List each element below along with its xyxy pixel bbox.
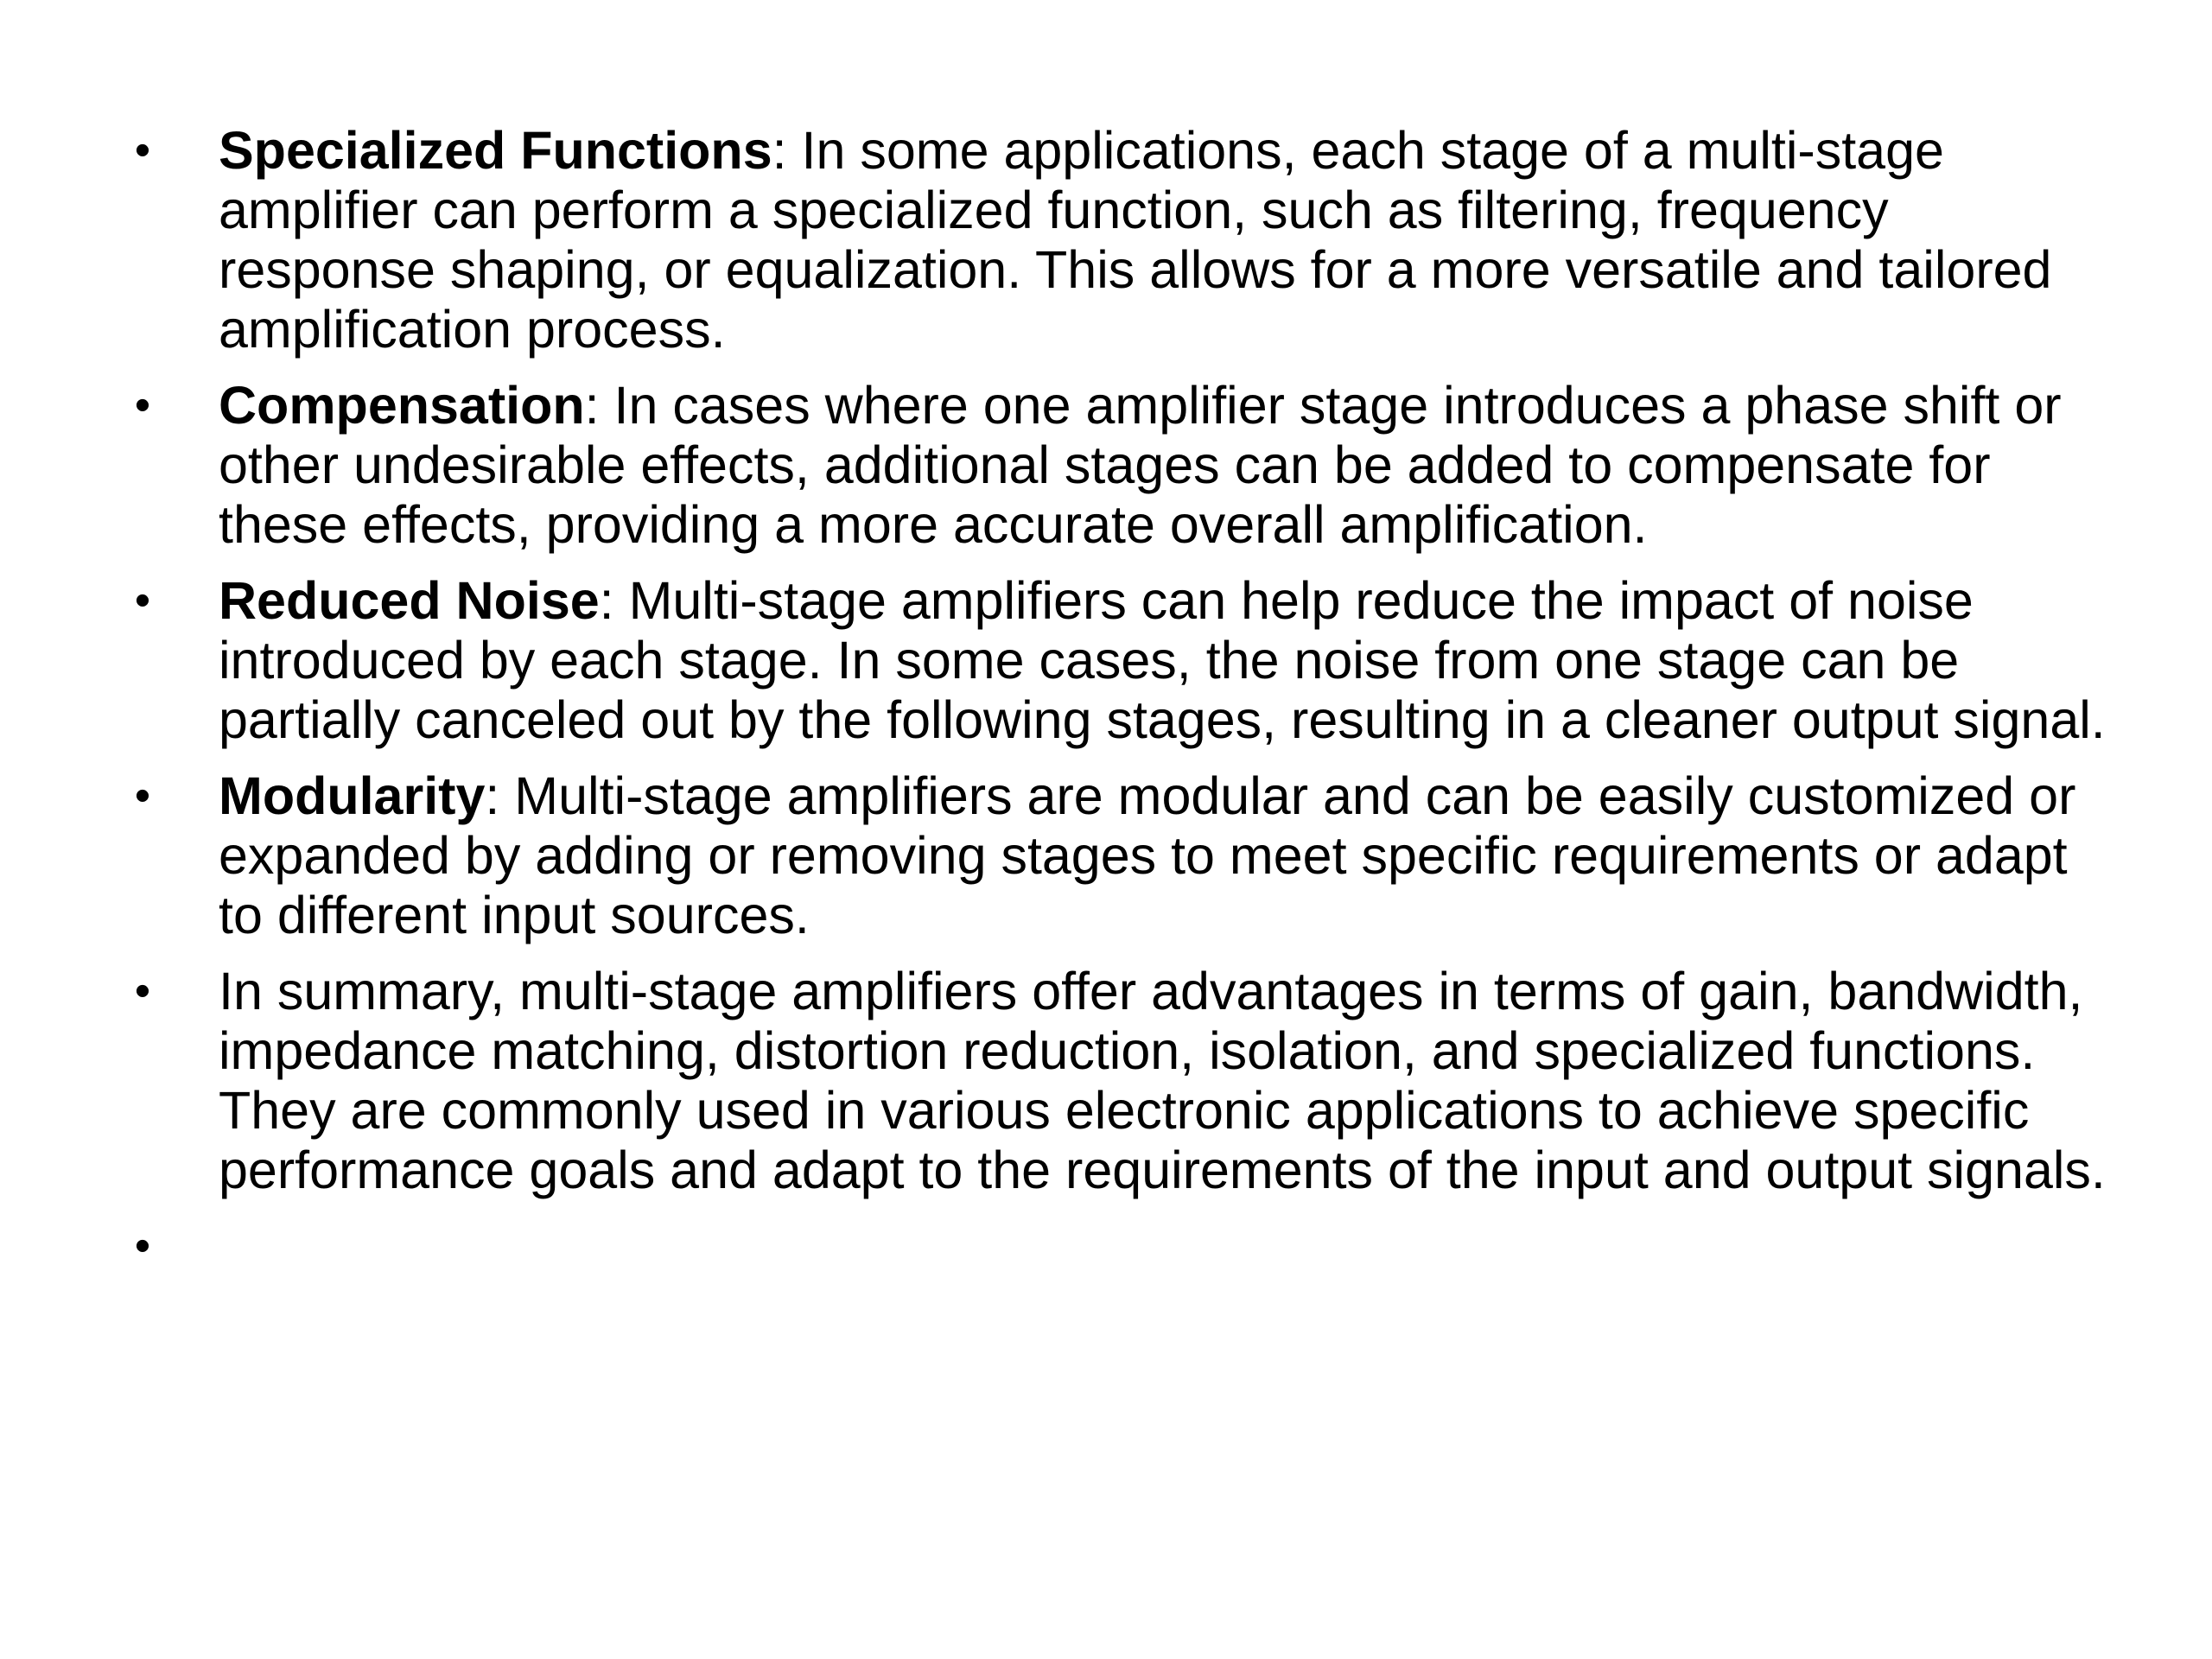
bullet-item-summary <box>130 962 2108 1200</box>
bullet-text: : Multi-stage amplifiers can help reduce the impact of noise introduced by each stage. In some cases, the noise from one stage can be partially canceled out by the following stages, resulting in a cleaner output signal. <box>219 571 2106 749</box>
bullet-marker: • <box>134 966 151 1016</box>
bullet-text: : In cases where one amplifier stage introduces a phase shift or other undesirable effects, additional stages can be added to compensate for these effects, providing a more accurate overall amplification. <box>219 376 2062 554</box>
bullet-term: Reduced Noise <box>219 571 600 630</box>
bullet-list <box>130 121 2108 1293</box>
bullet-marker: • <box>134 380 151 430</box>
bullet-text: : In some applications, each stage of a multi-stage amplifier can perform a specialized function, such as filtering, frequency response shaping, or equalization. This allows for a more versatile and tailored amplification process. <box>219 121 2052 359</box>
bullet-marker: • <box>134 575 151 626</box>
bullet-marker: • <box>134 1221 151 1271</box>
bullet-term: Compensation <box>219 376 585 435</box>
bullet-marker: • <box>134 125 151 175</box>
bullet-text: : Multi-stage amplifiers are modular and can be easily customized or expanded by adding or removing stages to meet specific requirements or adapt to different input sources. <box>219 766 2076 944</box>
bullet-text: In summary, multi-stage amplifiers offer advantages in terms of gain, bandwidth, impedance matching, distortion reduction, isolation, and specialized functions. They are commonly used in various electronic applications to achieve specific performance goals and adapt to the requirements of the input and output signals. <box>219 962 2106 1199</box>
bullet-item-specialized-functions <box>130 121 2108 359</box>
bullet-marker: • <box>134 771 151 821</box>
bullet-item-modularity <box>130 766 2108 945</box>
bullet-item-empty <box>130 1217 2108 1276</box>
bullet-item-reduced-noise <box>130 571 2108 750</box>
bullet-item-compensation <box>130 376 2108 555</box>
bullet-term: Modularity <box>219 766 486 825</box>
bullet-term: Specialized Functions <box>219 121 772 180</box>
